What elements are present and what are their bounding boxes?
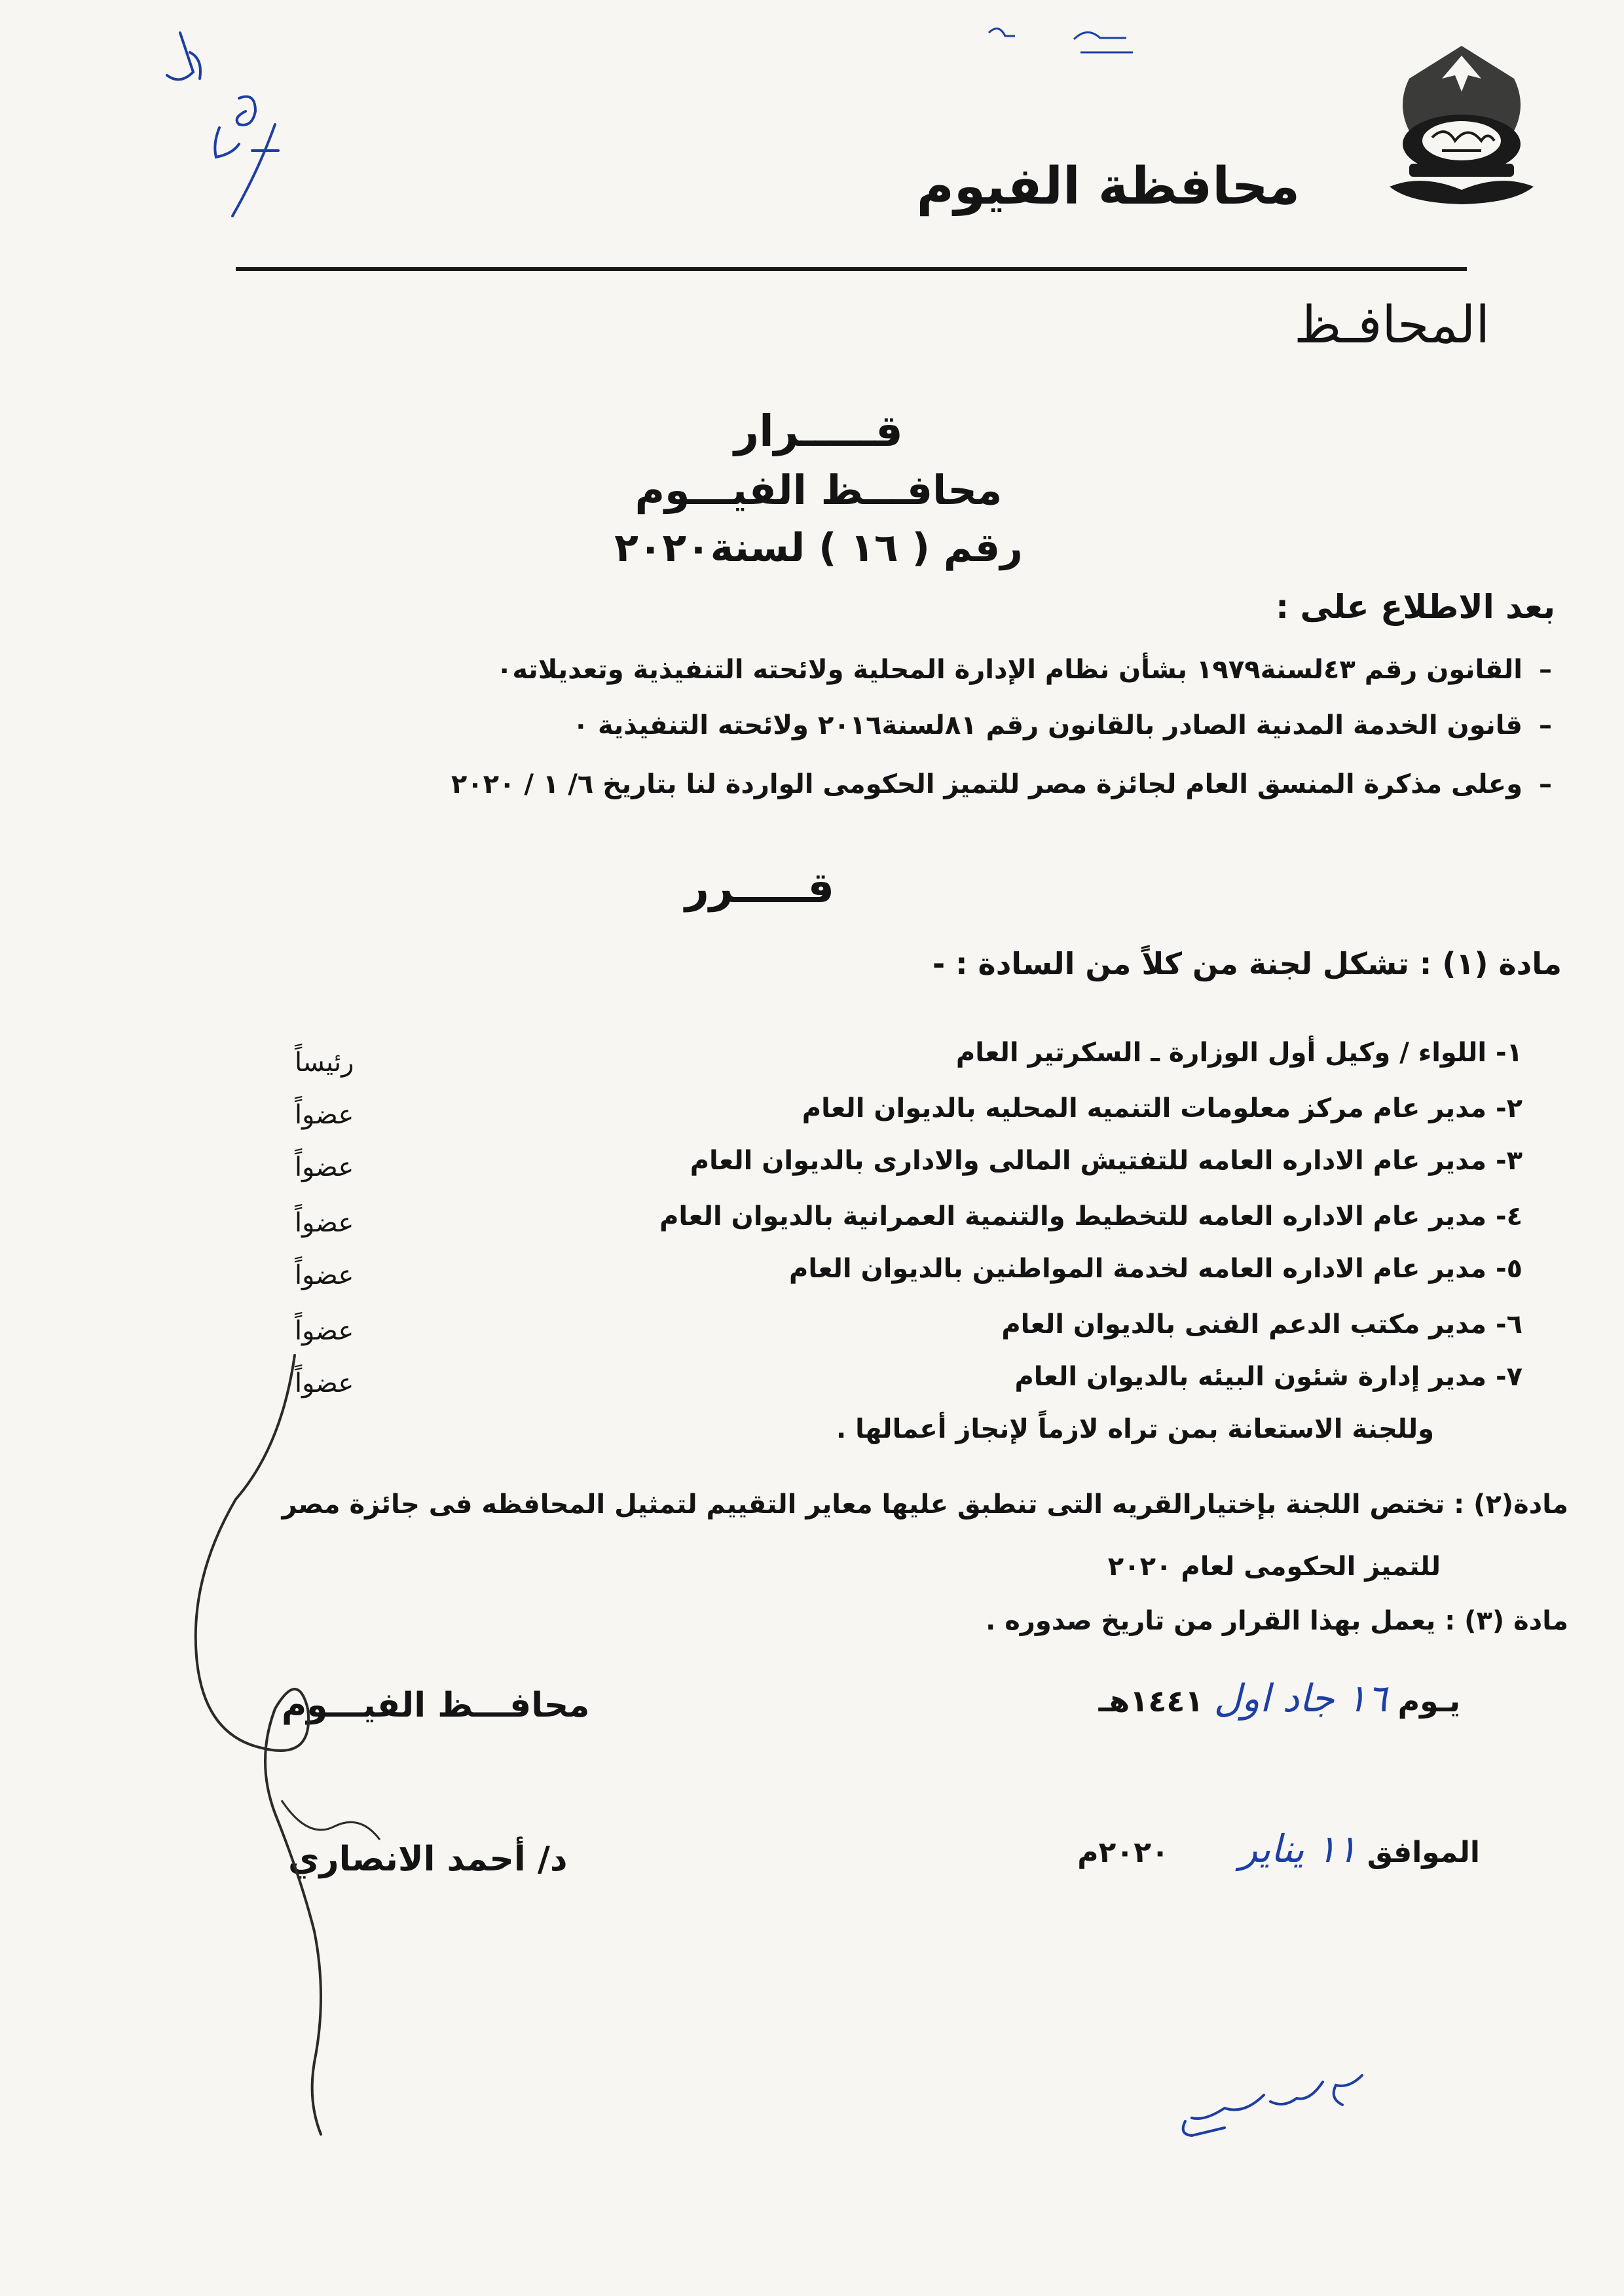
decision-heading: قـــــرر <box>685 864 834 913</box>
decree-title: قـــــرار <box>734 406 903 456</box>
header-divider <box>236 267 1467 271</box>
handwritten-note-top <box>976 13 1146 59</box>
signatory-name: د/ أحمد الانصاري <box>288 1840 568 1879</box>
preamble-item: القانون رقم ٤٣لسنة١٩٧٩ بشأن نظام الإدارة المحلية ولائحته التنفيذية وتعديلاته٠ <box>496 655 1522 685</box>
preamble-bullet: – <box>1539 655 1552 685</box>
decree-issuer: محافـــظ الفيـــوم <box>635 466 1003 514</box>
decree-number: رقم ( ١٦ ) لسنة٢٠٢٠ <box>614 525 1023 571</box>
committee-member: ١- اللواء / وكيل أول الوزارة ـ السكرتير العام <box>955 1038 1522 1068</box>
governorate-emblem-logo <box>1383 33 1540 210</box>
committee-role: رئيساً <box>295 1048 354 1078</box>
hijri-date-prefix: يـوم <box>1397 1683 1460 1719</box>
committee-member: ٦- مدير مكتب الدعم الفنى بالديوان العام <box>1001 1309 1522 1339</box>
committee-role: عضواً <box>295 1368 354 1398</box>
gregorian-date-prefix: الموافق <box>1367 1836 1480 1869</box>
governorate-name: محافظة الفيوم <box>916 157 1300 216</box>
gregorian-date <box>1077 1827 1480 1871</box>
preamble-heading: بعد الاطلاع على : <box>1276 588 1555 626</box>
committee-member: ٣- مدير عام الاداره العامه للتفتيش المالى والادارى بالديوان العام <box>690 1146 1522 1176</box>
hijri-date-handwritten: ١٦ جاد اول <box>1213 1676 1388 1721</box>
committee-member: ٧- مدير إدارة شئون البيئه بالديوان العام <box>1014 1362 1522 1392</box>
committee-member: ٤- مدير عام الاداره العامه للتخطيط والتنمية العمرانية بالديوان العام <box>659 1201 1522 1231</box>
article-2: مادة(٢) : تختص اللجنة بإختيارالقريه التى تنطبق عليها معاير التقييم لتمثيل المحافظه فى جائزة مصر <box>282 1489 1568 1520</box>
handwritten-note-top-left <box>141 13 298 229</box>
gregorian-date-handwritten: ١١ يناير <box>1239 1827 1357 1871</box>
preamble-item: قانون الخدمة المدنية الصادر بالقانون رقم ٨١لسنة٢٠١٦ ولائحته التنفيذية ٠ <box>572 710 1522 740</box>
preamble-bullet: – <box>1539 710 1552 740</box>
committee-member: ٢- مدير عام مركز معلومات التنميه المحليه بالديوان العام <box>802 1093 1522 1123</box>
committee-role: عضواً <box>295 1316 354 1346</box>
article-1: مادة (١) : تشكل لجنة من كلاً من السادة : - <box>932 946 1562 981</box>
committee-role: عضواً <box>295 1152 354 1182</box>
hijri-date <box>1099 1676 1460 1721</box>
article-3: مادة (٣) : يعمل بهذا القرار من تاريخ صدوره . <box>986 1606 1568 1636</box>
committee-member: ٥- مدير عام الاداره العامه لخدمة المواطنين بالديوان العام <box>789 1254 1522 1284</box>
hijri-date-year: ١٤٤١هـ <box>1098 1683 1204 1719</box>
handwritten-signature <box>164 1342 413 2141</box>
article-2-continued: للتميز الحكومى لعام ٢٠٢٠ <box>1107 1552 1441 1582</box>
preamble-item: وعلى مذكرة المنسق العام لجائزة مصر للتميز الحكومى الواردة لنا بتاريخ ٦/ ١ / ٢٠٢٠ <box>451 769 1522 799</box>
committee-role: عضواً <box>295 1260 354 1290</box>
office-title: المحافـظ <box>1294 296 1490 355</box>
handwritten-note-bottom <box>1166 2062 1375 2141</box>
committee-role: عضواً <box>295 1208 354 1238</box>
preamble-bullet: – <box>1539 769 1552 799</box>
committee-role: عضواً <box>295 1100 354 1130</box>
gregorian-date-year: ٢٠٢٠م <box>1077 1836 1169 1869</box>
committee-note: وللجنة الاستعانة بمن تراه لازماً لإنجاز أعمالها . <box>836 1414 1434 1444</box>
signatory-title: محافـــظ الفيـــوم <box>282 1686 590 1725</box>
